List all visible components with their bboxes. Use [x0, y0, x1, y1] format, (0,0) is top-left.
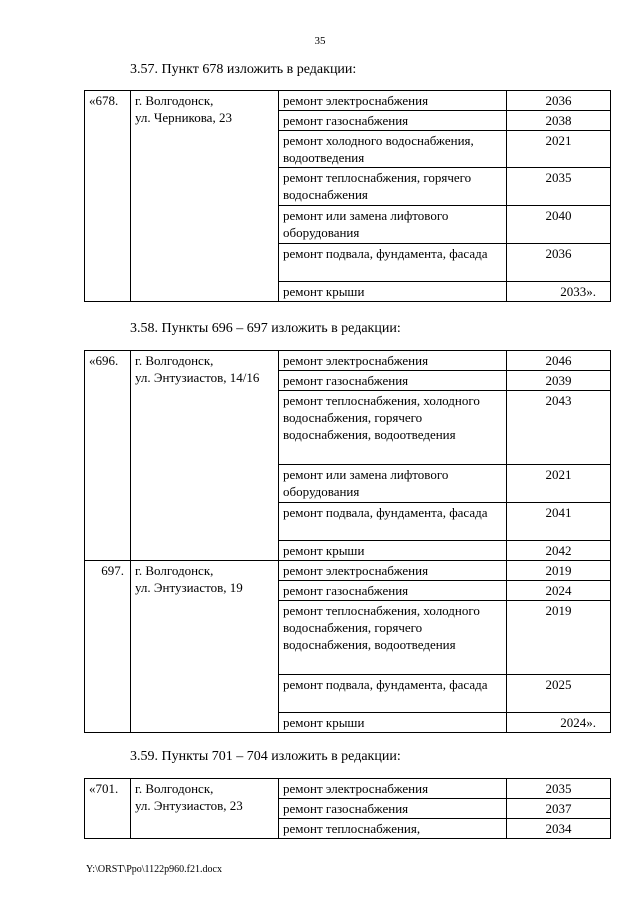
- section-heading: 3.57. Пункт 678 изложить в редакции:: [130, 62, 357, 77]
- work-year: 2043: [507, 391, 611, 465]
- work-type: ремонт газоснабжения: [279, 581, 507, 601]
- work-year: 2040: [507, 206, 611, 244]
- work-year: 2021: [507, 131, 611, 168]
- address-cell: [131, 91, 279, 302]
- works-table: [84, 90, 611, 302]
- work-year: 2033».: [507, 282, 611, 302]
- work-year: 2037: [507, 799, 611, 819]
- works-table: [84, 778, 611, 839]
- page-number: 35: [314, 35, 326, 47]
- section-heading: 3.58. Пункты 696 – 697 изложить в редакции:: [130, 321, 401, 336]
- work-year: 2034: [507, 819, 611, 839]
- address-cell: [131, 351, 279, 561]
- work-year: 2042: [507, 541, 611, 561]
- work-type: ремонт теплоснабжения,: [279, 819, 507, 839]
- work-type: ремонт холодного водоснабжения, водоотведения: [279, 131, 507, 168]
- item-number: «696.: [85, 351, 131, 561]
- work-year: 2035: [507, 779, 611, 799]
- address-city: г. Волгодонск,: [135, 563, 214, 578]
- address-street: ул. Энтузиастов, 14/16: [135, 370, 260, 385]
- work-year: 2038: [507, 111, 611, 131]
- work-type: ремонт теплоснабжения, холодного водоснабжения, горячего водоснабжения, водоотведения: [279, 601, 507, 675]
- work-type: ремонт электроснабжения: [279, 779, 507, 799]
- address-cell: [131, 779, 279, 839]
- table-row: [85, 91, 611, 111]
- work-year: 2039: [507, 371, 611, 391]
- work-type: ремонт или замена лифтового оборудования: [279, 206, 507, 244]
- work-year: 2021: [507, 465, 611, 503]
- address-city: г. Волгодонск,: [135, 93, 214, 108]
- table-row: [85, 351, 611, 371]
- work-type: ремонт крыши: [279, 541, 507, 561]
- work-type: ремонт теплоснабжения, холодного водоснабжения, горячего водоснабжения, водоотведения: [279, 391, 507, 465]
- item-number: «701.: [85, 779, 131, 839]
- work-type: ремонт подвала, фундамента, фасада: [279, 503, 507, 541]
- work-type: ремонт газоснабжения: [279, 799, 507, 819]
- work-year: 2035: [507, 168, 611, 206]
- work-type: ремонт электроснабжения: [279, 91, 507, 111]
- address-city: г. Волгодонск,: [135, 781, 214, 796]
- work-type: ремонт подвала, фундамента, фасада: [279, 244, 507, 282]
- work-type: ремонт газоснабжения: [279, 111, 507, 131]
- work-type: ремонт теплоснабжения, горячего водоснабжения: [279, 168, 507, 206]
- section-heading: 3.59. Пункты 701 – 704 изложить в редакции:: [130, 749, 401, 764]
- work-type: ремонт крыши: [279, 713, 507, 733]
- work-type: ремонт или замена лифтового оборудования: [279, 465, 507, 503]
- work-year: 2019: [507, 561, 611, 581]
- file-path-footer: Y:\ORST\Ppo\1122p960.f21.docx: [86, 864, 222, 875]
- table-row: [85, 561, 611, 581]
- item-number: «678.: [85, 91, 131, 302]
- work-year: 2036: [507, 91, 611, 111]
- works-table: [84, 350, 611, 733]
- work-year: 2019: [507, 601, 611, 675]
- work-year: 2025: [507, 675, 611, 713]
- work-year: 2041: [507, 503, 611, 541]
- work-year: 2036: [507, 244, 611, 282]
- work-type: ремонт газоснабжения: [279, 371, 507, 391]
- work-type: ремонт электроснабжения: [279, 351, 507, 371]
- item-number: 697.: [85, 561, 131, 733]
- address-cell: [131, 561, 279, 733]
- work-year: 2024: [507, 581, 611, 601]
- address-street: ул. Энтузиастов, 23: [135, 798, 243, 813]
- address-street: ул. Черникова, 23: [135, 110, 232, 125]
- work-year: 2046: [507, 351, 611, 371]
- address-street: ул. Энтузиастов, 19: [135, 580, 243, 595]
- work-type: ремонт подвала, фундамента, фасада: [279, 675, 507, 713]
- address-city: г. Волгодонск,: [135, 353, 214, 368]
- work-type: ремонт крыши: [279, 282, 507, 302]
- table-row: [85, 779, 611, 799]
- work-year: 2024».: [507, 713, 611, 733]
- work-type: ремонт электроснабжения: [279, 561, 507, 581]
